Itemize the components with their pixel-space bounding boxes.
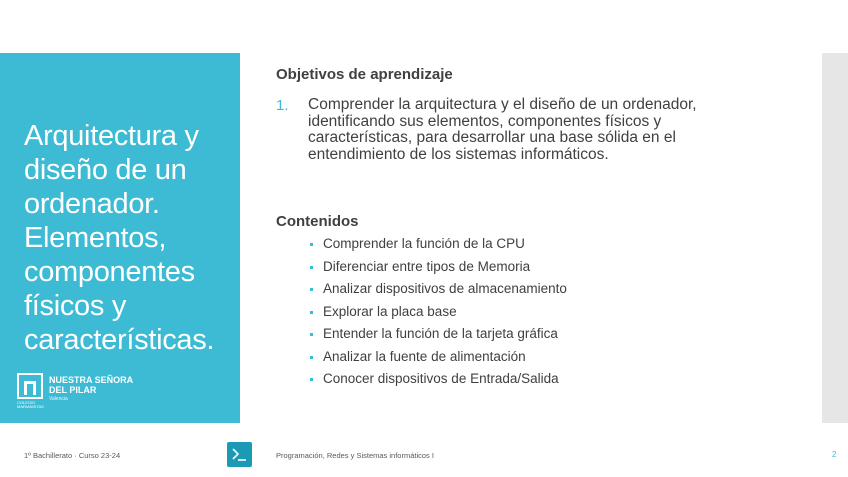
list-item-text: Diferenciar entre tipos de Memoria <box>323 258 531 274</box>
list-item <box>310 233 567 256</box>
slide-content <box>276 66 816 386</box>
logo-name-line1: NUESTRA SEÑORA <box>49 375 134 385</box>
bullet-icon <box>310 266 313 269</box>
footer-subject: Programación, Redes y Sistemas informáticos I <box>276 451 434 460</box>
objective-number: 1. <box>276 97 289 114</box>
list-item-text: Comprender la función de la CPU <box>323 236 525 251</box>
page-number: 2 <box>832 450 837 459</box>
list-item-text: Analizar dispositivos de almacenamiento <box>323 281 567 296</box>
bullet-icon <box>310 378 313 381</box>
list-item <box>310 301 567 324</box>
objectives-heading: Objetivos de aprendizaje <box>276 66 453 83</box>
title-panel <box>0 53 240 423</box>
list-item-text: Analizar la fuente de alimentación <box>323 348 526 364</box>
logo-name-line2: DEL PILAR <box>49 385 97 395</box>
list-item-text: Explorar la placa base <box>323 303 457 319</box>
logo-mark-icon <box>17 373 43 399</box>
bullet-icon <box>310 288 313 291</box>
contents-list <box>310 233 567 391</box>
list-item <box>310 323 567 346</box>
list-item <box>310 256 567 279</box>
list-item-text: Entender la función de la tarjeta gráfica <box>323 326 558 341</box>
footer-course: 1º Bachillerato · Curso 23-24 <box>24 451 121 460</box>
right-accent-bar <box>822 53 848 423</box>
bullet-icon <box>310 356 313 359</box>
list-item-text: Conocer dispositivos de Entrada/Salida <box>323 371 559 386</box>
list-item <box>310 368 567 391</box>
list-item <box>310 346 567 369</box>
bullet-icon <box>310 243 313 246</box>
logo-city: Valencia <box>49 396 68 402</box>
bullet-icon <box>310 311 313 314</box>
logo-subtitle: COLEGIO MARIANISTAS <box>17 400 44 409</box>
bullet-icon <box>310 333 313 336</box>
objective-text: Comprender la arquitectura y el diseño de un ordenador, identificando sus elementos, componentes físicos y características, para desarrollar una base sólida en el entendimiento de los sistemas informáticos. <box>308 96 697 163</box>
list-item <box>310 278 567 301</box>
terminal-icon <box>227 442 252 467</box>
logo-name <box>49 375 159 395</box>
slide-title: Arquitectura y diseño de un ordenador. Elementos, componentes físicos y características. <box>24 120 215 356</box>
contents-heading: Contenidos <box>276 213 359 230</box>
school-logo <box>17 371 157 411</box>
